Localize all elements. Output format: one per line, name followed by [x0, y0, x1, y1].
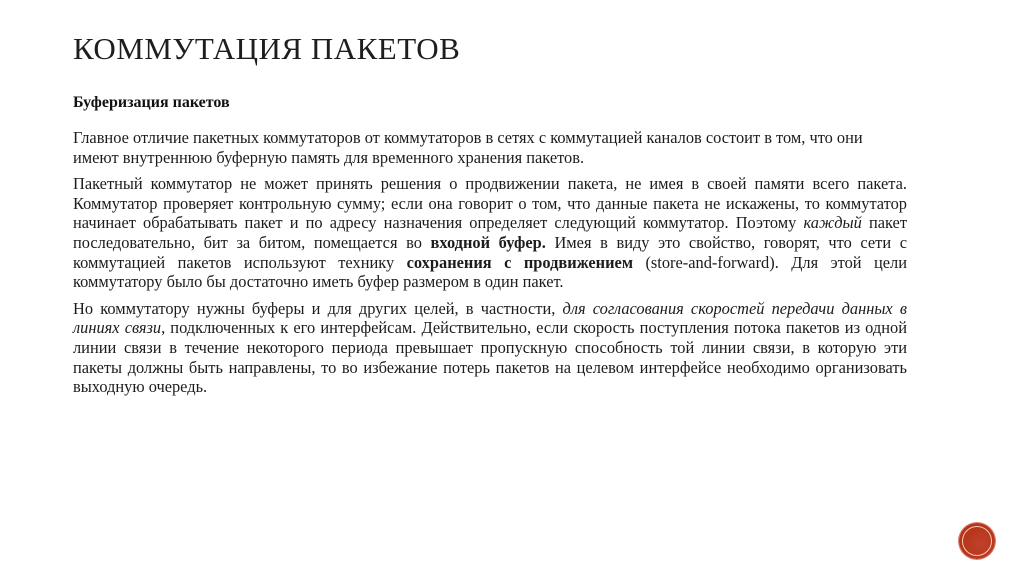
slide-title: КОММУТАЦИЯ ПАКЕТОВ	[73, 31, 461, 66]
paragraph-3-text-1: Но коммутатору нужны буферы и для других целей, в частности,	[73, 298, 563, 318]
emphasis-each: каждый	[803, 213, 862, 233]
section-subtitle: Буферизация пакетов	[73, 94, 230, 111]
term-store-and-forward: сохранения с продвижением	[406, 252, 633, 272]
paragraph-3-text-2: , подключенных к его интерфейсам. Действительно, если скорость поступления потока пакетов из одной линии связи в течение некоторого периода превышает пропускную способность той линии связи, в которую эти пакеты должны быть направлены, то во избежание потерь пакетов на целевом интерфейсе необходимо организовать выходную очередь.	[73, 318, 907, 397]
term-input-buffer: входной буфер.	[430, 232, 546, 252]
paragraph-2-text-1: Пакетный коммутатор не может принять решения о продвижении пакета, не имея в своей памяти всего пакета. Коммутатор проверяет контрольную сумму; если она говорит о том, что данные пакета не искажены, то коммутатор начинает обрабатывать пакет и по адресу назначения определяет следующий коммутатор. Поэтому	[73, 174, 907, 233]
paragraph-2-text-3: Имея в виду это свойство, говорят, что сети с коммутацией пакетов используют технику	[73, 232, 908, 272]
red-circle-icon	[959, 523, 995, 559]
paragraph-2	[73, 174, 907, 292]
paragraph-1	[73, 128, 907, 167]
slide-body	[73, 93, 907, 404]
paragraph-2-text-4: (store-and-forward). Для этой цели коммутатору было бы достаточно иметь буфер размером в один пакет.	[73, 252, 908, 292]
paragraph-2-text-2: пакет последовательно, бит за битом, помещается во	[73, 213, 907, 252]
paragraph-1-text: Главное отличие пакетных коммутаторов от коммутаторов в сетях с коммутацией каналов состоит в том, что они имеют внутреннюю буферную память для временного хранения пакетов.	[73, 128, 863, 167]
paragraph-3	[73, 299, 907, 397]
emphasis-speed-matching: для согласования скоростей передачи данных в линиях связи	[73, 298, 907, 338]
